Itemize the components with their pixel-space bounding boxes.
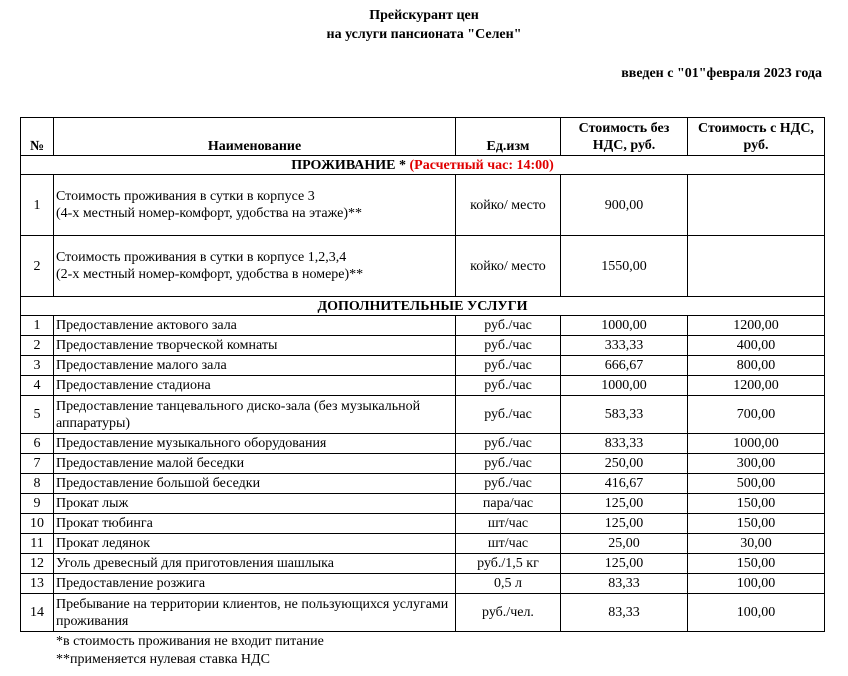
- table-row: [21, 434, 825, 454]
- row-unit: руб./час: [456, 454, 561, 474]
- section-title: ДОПОЛНИТЕЛЬНЫЕ УСЛУГИ: [21, 297, 825, 316]
- row-name: Предоставление малой беседки: [54, 454, 456, 474]
- row-price-no-vat: 416,67: [561, 474, 688, 494]
- row-price-no-vat: 1550,00: [561, 236, 688, 297]
- table-row: [21, 454, 825, 474]
- table-row: [21, 356, 825, 376]
- row-name: Прокат лыж: [54, 494, 456, 514]
- row-name: Предоставление малого зала: [54, 356, 456, 376]
- row-number: 1: [21, 316, 54, 336]
- row-unit: руб./час: [456, 316, 561, 336]
- table-header-row: [21, 118, 825, 156]
- row-number: 4: [21, 376, 54, 396]
- row-price-no-vat: 583,33: [561, 396, 688, 434]
- row-name: Прокат тюбинга: [54, 514, 456, 534]
- row-number: 8: [21, 474, 54, 494]
- row-unit: койко/ место: [456, 175, 561, 236]
- column-header-num: №: [21, 118, 54, 156]
- row-unit: 0,5 л: [456, 574, 561, 594]
- section-title: [21, 156, 825, 175]
- row-name: Уголь древесный для приготовления шашлыка: [54, 554, 456, 574]
- row-unit: руб./час: [456, 434, 561, 454]
- row-price-no-vat: 1000,00: [561, 376, 688, 396]
- row-name: Пребывание на территории клиентов, не пользующихся услугами проживания: [54, 594, 456, 632]
- row-price-vat: [688, 236, 825, 297]
- row-price-no-vat: 83,33: [561, 594, 688, 632]
- row-price-vat: 500,00: [688, 474, 825, 494]
- row-price-vat: 30,00: [688, 534, 825, 554]
- row-name: Предоставление актового зала: [54, 316, 456, 336]
- row-price-no-vat: 333,33: [561, 336, 688, 356]
- table-row: [21, 236, 825, 297]
- column-header-price-vat: Стоимость с НДС, руб.: [688, 118, 825, 156]
- row-price-no-vat: 125,00: [561, 494, 688, 514]
- row-price-vat: 100,00: [688, 594, 825, 632]
- row-name-line1: Стоимость проживания в сутки в корпусе 3: [56, 189, 315, 204]
- row-unit: руб./чел.: [456, 594, 561, 632]
- row-name: Прокат ледянок: [54, 534, 456, 554]
- checkout-time-note: (Расчетный час: 14:00): [409, 157, 554, 173]
- price-table: [20, 117, 825, 632]
- row-price-vat: 1000,00: [688, 434, 825, 454]
- row-name: [54, 175, 456, 236]
- row-price-no-vat: 125,00: [561, 514, 688, 534]
- table-row: [21, 175, 825, 236]
- row-unit: руб./час: [456, 376, 561, 396]
- row-price-vat: 800,00: [688, 356, 825, 376]
- document-subtitle: на услуги пансионата "Селен": [326, 27, 522, 42]
- row-name: [54, 236, 456, 297]
- row-number: 6: [21, 434, 54, 454]
- row-number: 9: [21, 494, 54, 514]
- table-row: [21, 474, 825, 494]
- row-number: 5: [21, 396, 54, 434]
- row-name: Предоставление розжига: [54, 574, 456, 594]
- table-row: [21, 514, 825, 534]
- footnote-vat: **применяется нулевая ставка НДС: [56, 652, 270, 667]
- row-price-vat: [688, 175, 825, 236]
- footnotes: [56, 633, 324, 669]
- row-price-vat: 150,00: [688, 494, 825, 514]
- row-number: 13: [21, 574, 54, 594]
- row-unit: руб./час: [456, 336, 561, 356]
- row-unit: руб./час: [456, 396, 561, 434]
- table-row: [21, 396, 825, 434]
- row-name: Предоставление стадиона: [54, 376, 456, 396]
- row-name: Предоставление танцевального диско-зала (без музыкальной аппаратуры): [54, 396, 456, 434]
- section-header-additional-services: [21, 297, 825, 316]
- row-unit: руб./час: [456, 474, 561, 494]
- row-number: 2: [21, 236, 54, 297]
- row-price-vat: 400,00: [688, 336, 825, 356]
- row-price-no-vat: 833,33: [561, 434, 688, 454]
- row-price-vat: 100,00: [688, 574, 825, 594]
- table-row: [21, 494, 825, 514]
- effective-date: введен с "01"февраля 2023 года: [621, 66, 822, 81]
- row-price-vat: 1200,00: [688, 376, 825, 396]
- row-price-vat: 300,00: [688, 454, 825, 474]
- row-unit: пара/час: [456, 494, 561, 514]
- column-header-name: Наименование: [54, 118, 456, 156]
- row-unit: шт/час: [456, 514, 561, 534]
- row-price-vat: 700,00: [688, 396, 825, 434]
- row-price-no-vat: 125,00: [561, 554, 688, 574]
- row-unit: руб./час: [456, 356, 561, 376]
- row-number: 3: [21, 356, 54, 376]
- row-price-no-vat: 83,33: [561, 574, 688, 594]
- row-price-no-vat: 1000,00: [561, 316, 688, 336]
- row-number: 11: [21, 534, 54, 554]
- row-number: 1: [21, 175, 54, 236]
- table-row: [21, 376, 825, 396]
- row-price-no-vat: 25,00: [561, 534, 688, 554]
- row-name-line2: (4-х местный номер-комфорт, удобства на этаже)**: [56, 206, 362, 221]
- row-price-vat: 150,00: [688, 514, 825, 534]
- section-header-accommodation: [21, 156, 825, 175]
- row-price-no-vat: 666,67: [561, 356, 688, 376]
- row-name-line1: Стоимость проживания в сутки в корпусе 1,2,3,4: [56, 250, 347, 265]
- table-row: [21, 316, 825, 336]
- row-number: 14: [21, 594, 54, 632]
- row-price-vat: 150,00: [688, 554, 825, 574]
- row-price-vat: 1200,00: [688, 316, 825, 336]
- row-name: Предоставление творческой комнаты: [54, 336, 456, 356]
- table-row: [21, 336, 825, 356]
- row-name: Предоставление большой беседки: [54, 474, 456, 494]
- row-name: Предоставление музыкального оборудования: [54, 434, 456, 454]
- column-header-unit: Ед.изм: [456, 118, 561, 156]
- row-number: 7: [21, 454, 54, 474]
- row-price-no-vat: 900,00: [561, 175, 688, 236]
- row-price-no-vat: 250,00: [561, 454, 688, 474]
- footnote-meals: *в стоимость проживания не входит питание: [56, 634, 324, 649]
- column-header-price-no-vat: Стоимость без НДС, руб.: [561, 118, 688, 156]
- section-title-text: ПРОЖИВАНИЕ *: [291, 157, 407, 173]
- services-body: [21, 316, 825, 632]
- row-unit: койко/ место: [456, 236, 561, 297]
- document-title: Прейскурант цен: [369, 8, 479, 23]
- table-row: [21, 534, 825, 554]
- row-unit: руб./1,5 кг: [456, 554, 561, 574]
- row-unit: шт/час: [456, 534, 561, 554]
- row-name-line2: (2-х местный номер-комфорт, удобства в номере)**: [56, 267, 364, 282]
- table-row: [21, 554, 825, 574]
- table-row: [21, 594, 825, 632]
- row-number: 12: [21, 554, 54, 574]
- row-number: 10: [21, 514, 54, 534]
- table-row: [21, 574, 825, 594]
- row-number: 2: [21, 336, 54, 356]
